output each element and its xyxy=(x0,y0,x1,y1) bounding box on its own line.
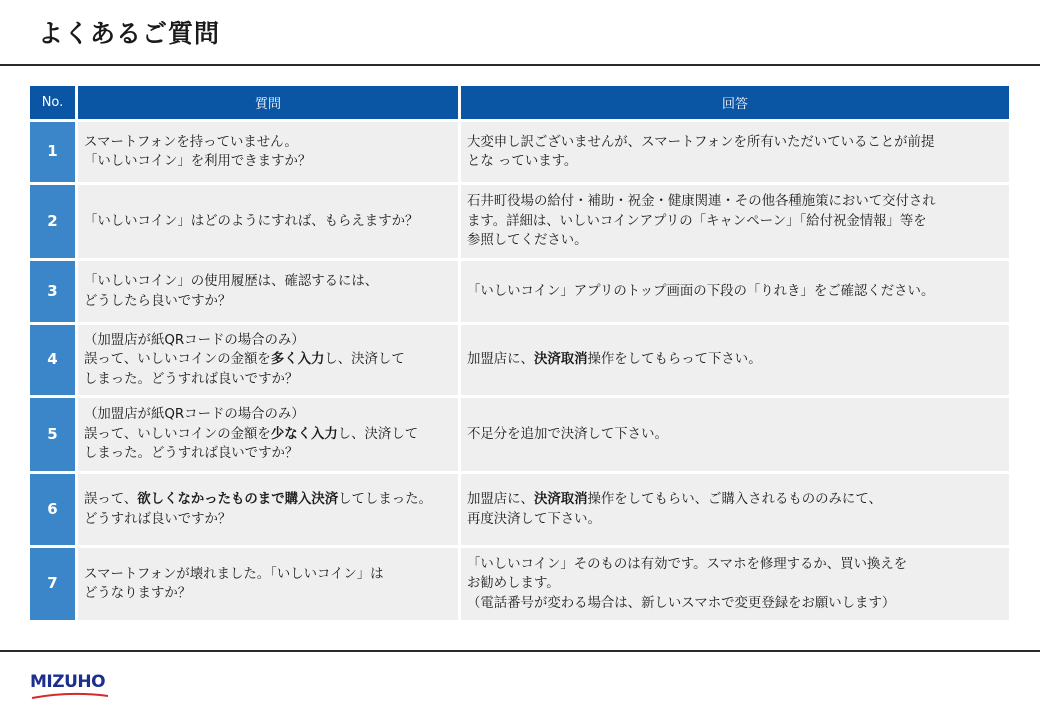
answer-cell xyxy=(461,185,1009,258)
question-note: （加盟店が紙QRコードの場合のみ） xyxy=(84,407,305,423)
table-row xyxy=(30,122,1009,182)
question-line xyxy=(84,350,452,370)
question-cell xyxy=(78,398,458,471)
answer-text: 加盟店に、 xyxy=(467,352,534,368)
question-cell xyxy=(78,122,458,182)
table-row xyxy=(30,185,1009,258)
answer-text: 操作をしてもらって下さい。 xyxy=(587,352,762,368)
table-row xyxy=(30,474,1009,545)
answer-line: 不足分を追加で決済して下さい。 xyxy=(467,426,668,442)
answer-line: 石井町役場の給付・補助・祝金・健康関連・その他各種施策において交付され xyxy=(467,194,936,210)
table-row xyxy=(30,398,1009,471)
row-number: 6 xyxy=(30,474,75,545)
answer-line: 「いしいコイン」アプリのトップ画面の下段の「りれき」をご確認ください。 xyxy=(467,283,935,299)
answer-cell xyxy=(461,548,1009,620)
answer-cell xyxy=(461,474,1009,545)
answer-emphasis: 決済取消 xyxy=(533,492,588,507)
table-row xyxy=(30,261,1009,322)
answer-line: （電話番号が変わる場合は、新しいスマホで変更登録をお願いします） xyxy=(467,595,896,611)
question-line: スマートフォンが壊れました。「いしいコイン」は xyxy=(84,566,384,582)
question-text: してしまった。 xyxy=(338,492,432,507)
question-line: どうなりますか？ xyxy=(84,586,192,601)
question-text: 誤って、いしいコインの金額を xyxy=(84,352,271,368)
question-line: スマートフォンを持っていません。 xyxy=(84,134,298,150)
answer-cell xyxy=(461,261,1009,322)
question-line: しまった。どうすれば良いですか？ xyxy=(84,446,299,462)
header-no: No. xyxy=(30,86,75,119)
answer-line: お勧めします。 xyxy=(467,576,560,592)
row-number: 3 xyxy=(30,261,75,322)
answer-cell xyxy=(461,325,1009,395)
question-text: 誤って、いしいコインの金額を xyxy=(84,426,271,442)
answer-line xyxy=(467,490,1003,510)
question-text: し、決済して xyxy=(324,352,405,368)
question-line: しまった。どうすれば良いですか？ xyxy=(84,371,299,387)
question-emphasis: 多く入力 xyxy=(270,352,325,368)
row-number: 5 xyxy=(30,398,75,471)
answer-text: 加盟店に、 xyxy=(467,492,534,507)
row-number: 4 xyxy=(30,325,75,395)
answer-line: とな っています。 xyxy=(467,154,578,169)
question-text: 誤って、 xyxy=(84,492,138,507)
question-line: 「いしいコイン」を利用できますか？ xyxy=(84,154,312,169)
question-emphasis: 購入決済 xyxy=(284,492,339,507)
question-line: どうすれば良いですか？ xyxy=(84,511,232,527)
question-cell xyxy=(78,325,458,395)
question-cell xyxy=(78,261,458,322)
answer-line xyxy=(467,350,1003,370)
header-question: 質問 xyxy=(78,86,458,119)
page-title: よくあるご質問 xyxy=(38,19,221,48)
row-number: 1 xyxy=(30,122,75,182)
question-cell xyxy=(78,185,458,258)
table-row xyxy=(30,548,1009,620)
answer-cell xyxy=(461,122,1009,182)
question-text: し、決済して xyxy=(337,426,419,442)
row-number: 2 xyxy=(30,185,75,258)
table-row xyxy=(30,325,1009,395)
row-number: 7 xyxy=(30,548,75,620)
question-line: 「いしいコイン」はどのようにすれば、もらえますか？ xyxy=(84,213,419,229)
table-header-row xyxy=(30,86,1009,119)
header-answer: 回答 xyxy=(461,86,1009,119)
question-line xyxy=(84,425,452,445)
question-emphasis: 少なく入力 xyxy=(270,426,338,442)
question-note: （加盟店が紙QRコードの場合のみ） xyxy=(84,332,305,348)
mizuho-logo xyxy=(30,672,110,702)
question-line xyxy=(84,490,452,510)
answer-cell xyxy=(461,398,1009,471)
answer-emphasis: 決済取消 xyxy=(533,352,588,368)
answer-line: 「いしいコイン」そのものは有効です。スマホを修理するか、買い換えを xyxy=(467,556,908,572)
question-emphasis: 欲しくなかったものまで xyxy=(137,492,285,507)
faq-table xyxy=(27,83,1012,623)
logo-text: MIZUHO xyxy=(30,672,106,692)
question-cell xyxy=(78,474,458,545)
footer-divider xyxy=(0,650,1040,652)
answer-line: 参照してください。 xyxy=(467,233,588,249)
question-cell xyxy=(78,548,458,620)
question-line: どうしたら良いですか？ xyxy=(84,293,232,309)
answer-line: 大変申し訳ございませんが、スマートフォンを所有いただいていることが前提 xyxy=(467,134,935,150)
answer-text: 操作をしてもらい、ご購入されるもののみにて、 xyxy=(587,492,882,507)
question-line: 「いしいコイン」の使用履歴は、確認するには、 xyxy=(84,274,379,289)
header-divider xyxy=(0,64,1040,66)
answer-line: ます。詳細は、いしいコインアプリの「キャンペーン」「給付祝金情報」等を xyxy=(467,213,927,229)
answer-line: 再度決済して下さい。 xyxy=(467,511,601,527)
logo-swoosh-icon xyxy=(30,692,110,700)
